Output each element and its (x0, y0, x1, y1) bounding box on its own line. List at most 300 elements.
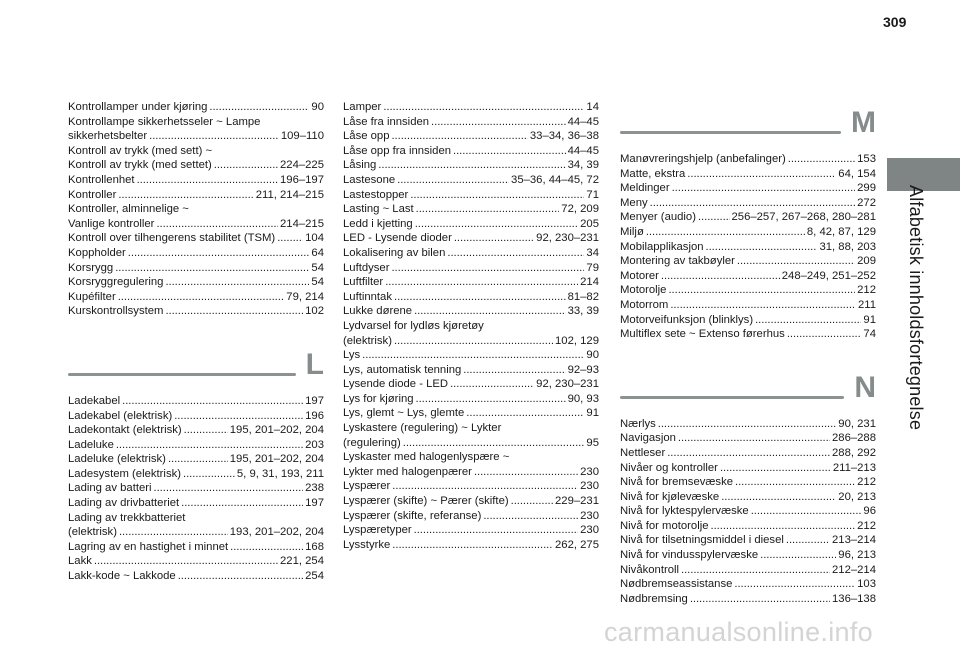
dot-leader (678, 431, 830, 446)
index-entry (620, 446, 876, 461)
dot-leader (414, 304, 566, 319)
index-entry (620, 225, 876, 240)
dot-leader (670, 298, 856, 313)
entry-term: (elektrisk) (343, 334, 392, 347)
index-entry (68, 467, 324, 482)
entry-term: Korsrygg (68, 261, 114, 274)
index-entry (620, 548, 876, 563)
dot-leader (690, 592, 830, 607)
entry-pages: 214 (580, 276, 599, 289)
index-entry-line: Kontroller, alminnelige ~ (68, 203, 189, 216)
dot-leader (721, 490, 836, 505)
index-entry (343, 275, 599, 290)
dot-leader (156, 217, 278, 232)
dot-leader (137, 173, 278, 188)
entry-term: Luftfilter (343, 276, 384, 289)
index-entry-line: Kontroll av trykk (med sett) ~ (68, 144, 213, 157)
entry-pages: 197 (305, 394, 324, 407)
dot-leader (165, 275, 309, 290)
index-entry (620, 240, 876, 255)
index-entry (620, 269, 876, 284)
entry-term: Nivåer og kontroller (620, 461, 718, 474)
dot-leader (118, 188, 253, 203)
entry-pages: 90, 93 (567, 392, 599, 405)
entry-term: Kontroll over tilhengerens stabilitet (TSM) (68, 232, 276, 245)
entry-term: Navigasjon (620, 432, 676, 445)
dot-leader (760, 548, 836, 563)
index-entry (343, 202, 599, 217)
index-column-1 (68, 100, 324, 584)
entry-term: Nivå for tilsetningsmiddel i diesel (620, 534, 784, 547)
entry-pages: 211, 214–215 (255, 188, 324, 201)
entry-term: Lagring av en hastighet i minnet (68, 540, 229, 553)
entry-pages: 254 (305, 570, 324, 583)
index-entry (68, 304, 324, 319)
entry-term: Låse opp (343, 130, 390, 143)
dot-leader (392, 479, 578, 494)
section-rule (68, 373, 296, 376)
dot-leader (394, 334, 553, 349)
dot-leader (154, 481, 304, 496)
index-entry (343, 334, 599, 349)
index-entry (68, 290, 324, 305)
dot-leader (415, 217, 578, 232)
index-entry (343, 304, 599, 319)
dot-leader (735, 475, 855, 490)
entry-term: Nettleser (620, 446, 666, 459)
entry-pages: 81–82 (567, 290, 599, 303)
entry-term: Montering av takbøyler (620, 255, 735, 268)
entry-term: Lysende diode - LED (343, 378, 449, 391)
dot-leader (94, 554, 278, 569)
dot-leader (391, 129, 527, 144)
dot-leader (737, 254, 855, 269)
entry-pages: 224–225 (280, 159, 324, 172)
dot-leader (755, 313, 861, 328)
dot-leader (119, 525, 228, 540)
entry-pages: 211–213 (832, 461, 876, 474)
entry-pages: 248–249, 251–252 (781, 269, 876, 282)
entry-pages: 212 (857, 476, 876, 489)
index-entry (620, 283, 876, 298)
entry-pages: 33–34, 36–38 (529, 130, 599, 143)
entry-term: Ladesystem (elektrisk) (68, 467, 182, 480)
dot-leader (174, 409, 303, 424)
entry-term: Nivå for bremsevæske (620, 476, 734, 489)
index-entry (68, 540, 324, 555)
dot-leader (209, 100, 309, 115)
entry-pages: 92–93 (567, 363, 599, 376)
entry-term: Lyspæretyper (343, 524, 412, 537)
index-entry (620, 475, 876, 490)
index-entry-line: Lading av trekkbatteriet (68, 511, 186, 524)
dot-leader (463, 363, 565, 378)
entry-term: Nivå for motorolje (620, 519, 709, 532)
index-entry (620, 504, 876, 519)
entry-pages: 136–138 (832, 592, 876, 605)
entry-term: Ladekontakt (elektrisk) (68, 424, 182, 437)
index-entry (343, 144, 599, 159)
dot-leader (658, 417, 837, 432)
entry-term: Lykter med halogenpærer (343, 465, 472, 478)
dot-leader (116, 438, 303, 453)
index-entry (68, 275, 324, 290)
section-rule (620, 131, 841, 134)
entry-term: Ladeluke (elektrisk) (68, 453, 166, 466)
index-entry-line: Lyskaster med halogenlyspære ~ (343, 451, 510, 464)
dot-leader (149, 129, 279, 144)
entry-term: Lakk (68, 555, 92, 568)
entry-term: Lys (343, 349, 361, 362)
dot-leader (681, 563, 830, 578)
entry-pages: 212 (857, 284, 876, 297)
index-entry (343, 129, 599, 144)
index-entry (68, 158, 324, 173)
index-entry (620, 417, 876, 432)
entry-term: Meldinger (620, 182, 670, 195)
entry-pages: 64 (311, 246, 324, 259)
index-entry (343, 100, 599, 115)
entry-term: (elektrisk) (68, 526, 117, 539)
entry-term: Meny (620, 196, 648, 209)
index-entry (620, 298, 876, 313)
page-number: 309 (883, 14, 907, 30)
section-letter: L (305, 347, 324, 381)
index-entry (620, 592, 876, 607)
entry-term: Kontroller (68, 188, 117, 201)
index-entry (68, 261, 324, 276)
entry-term: Motorveifunksjon (blinklys) (620, 313, 754, 326)
dot-leader (466, 406, 584, 421)
index-entry (343, 538, 599, 553)
entry-pages: 33, 39 (567, 305, 599, 318)
entry-term: Vanlige kontroller (68, 217, 155, 230)
index-entry (620, 533, 876, 548)
dot-leader (450, 377, 534, 392)
dot-leader (403, 436, 585, 451)
entry-pages: 96, 213 (838, 549, 876, 562)
entry-pages: 34 (586, 246, 599, 259)
entry-pages: 31, 88, 203 (819, 240, 876, 253)
entry-term: Lading av batteri (68, 482, 152, 495)
entry-term: Mobilapplikasjon (620, 240, 704, 253)
dot-leader (483, 509, 578, 524)
entry-pages: 193, 201–202, 204 (229, 526, 324, 539)
section-letter: N (854, 370, 876, 404)
section-header (620, 100, 876, 138)
index-entry-line: Kontrollampe sikkerhetsseler ~ Lampe (68, 115, 261, 128)
entry-pages: 272 (857, 196, 876, 209)
dot-leader (698, 210, 730, 225)
entry-pages: 79, 214 (286, 290, 324, 303)
section-rule (620, 396, 844, 399)
entry-term: Lastesone (343, 173, 396, 186)
dot-leader (165, 304, 303, 319)
entry-term: Motorolje (620, 284, 667, 297)
dot-leader (391, 261, 584, 276)
entry-term: Koppholder (68, 246, 126, 259)
entry-pages: 90 (586, 349, 599, 362)
entry-pages: 79 (586, 261, 599, 274)
entry-pages: 96 (863, 505, 876, 518)
index-entry (68, 452, 324, 467)
entry-term: Kontrollamper under kjøring (68, 101, 208, 113)
index-entry (620, 254, 876, 269)
entry-pages: 209 (857, 255, 876, 268)
entry-pages: 14 (586, 101, 599, 113)
entry-term: (regulering) (343, 436, 401, 449)
dot-leader (122, 394, 303, 409)
entry-pages: 103 (857, 578, 876, 591)
entry-pages: 213–214 (832, 534, 876, 547)
entry-pages: 102 (305, 305, 324, 318)
dot-leader (474, 465, 578, 480)
dot-leader (661, 269, 780, 284)
dot-leader (118, 290, 285, 305)
entry-term: Luftinntak (343, 290, 392, 303)
entry-pages: 230 (580, 509, 599, 522)
entry-pages: 44–45 (567, 115, 599, 128)
index-entry (343, 406, 599, 421)
dot-leader (787, 327, 862, 342)
side-label: Alfabetisk innholdsfortegnelse (906, 185, 926, 431)
entry-term: Lasting ~ Last (343, 203, 414, 216)
entry-pages: 92, 230–231 (536, 378, 599, 391)
dot-leader (711, 519, 856, 534)
entry-term: Kontrollenhet (68, 173, 135, 186)
dot-leader (751, 504, 862, 519)
entry-term: Ladekabel (elektrisk) (68, 409, 173, 422)
dot-leader (230, 540, 303, 555)
entry-pages: 104 (305, 232, 324, 245)
index-entry (343, 290, 599, 305)
entry-term: Luftdyser (343, 261, 390, 274)
entry-pages: 221, 254 (280, 555, 324, 568)
entry-term: Menyer (audio) (620, 211, 696, 224)
dot-leader (646, 225, 805, 240)
entry-pages: 211 (857, 298, 876, 311)
entry-pages: 44–45 (567, 144, 599, 157)
dot-leader (447, 246, 584, 261)
entry-term: Kupéfilter (68, 290, 116, 303)
entry-term: Matte, ekstra (620, 167, 686, 180)
section-header (620, 365, 876, 403)
section-header (68, 342, 324, 380)
entry-pages: 5, 9, 31, 193, 211 (236, 467, 324, 480)
entry-term: Lys, glemt ~ Lys, glemte (343, 407, 465, 420)
entry-term: Kurskontrollsystem (68, 305, 164, 318)
entry-pages: 90, 231 (838, 417, 876, 430)
entry-term: Lakk-kode ~ Lakkode (68, 570, 176, 583)
index-entry (343, 465, 599, 480)
index-entry (343, 377, 599, 392)
index-entry (620, 563, 876, 578)
dot-leader (128, 246, 310, 261)
dot-leader (416, 202, 560, 217)
entry-pages: 214–215 (280, 217, 324, 230)
entry-pages: 238 (305, 482, 324, 495)
dot-leader (788, 152, 855, 167)
index-entry (68, 423, 324, 438)
entry-pages: 71 (586, 188, 599, 201)
index-entry (343, 246, 599, 261)
dot-leader (431, 115, 566, 130)
entry-pages: 91 (586, 407, 599, 420)
dot-leader (214, 158, 278, 173)
entry-term: Motorer (620, 269, 659, 282)
entry-term: Lysstyrke (343, 538, 391, 551)
index-entry-line: Lydvarsel for lydløs kjøretøy (343, 319, 484, 332)
entry-pages: 8, 42, 87, 129 (806, 225, 876, 238)
dot-leader (115, 261, 309, 276)
dot-leader (511, 494, 553, 509)
index-entry (343, 188, 599, 203)
entry-term: Lyspærer (skifte, referanse) (343, 509, 482, 522)
dot-leader (687, 167, 836, 182)
index-entry (68, 173, 324, 188)
index-entry (343, 479, 599, 494)
entry-term: Lyspærer (skifte) ~ Pærer (skifte) (343, 495, 509, 508)
entry-pages: 286–288 (832, 432, 876, 445)
index-entry (68, 231, 324, 246)
dot-leader (672, 181, 856, 196)
entry-pages: 229–231 (555, 495, 599, 508)
dot-leader (184, 423, 228, 438)
dot-leader (383, 100, 584, 115)
entry-term: Nivå for lyktespylervæske (620, 505, 749, 518)
index-entry (343, 173, 599, 188)
entry-pages: 256–257, 267–268, 280–281 (731, 211, 876, 224)
entry-pages: 54 (311, 261, 324, 274)
entry-pages: 54 (311, 276, 324, 289)
entry-pages: 230 (580, 465, 599, 478)
dot-leader (414, 523, 578, 538)
index-entry (68, 409, 324, 424)
entry-pages: 230 (580, 524, 599, 537)
index-entry (620, 167, 876, 182)
dot-leader (181, 496, 303, 511)
entry-term: Manøvreringshjelp (anbefalinger) (620, 153, 786, 165)
index-entry (68, 100, 324, 115)
dot-leader (277, 231, 303, 246)
entry-term: Lyspærer (343, 480, 391, 493)
index-entry (620, 461, 876, 476)
index-entry (68, 188, 324, 203)
index-entry (620, 313, 876, 328)
entry-pages: 72, 209 (561, 203, 599, 216)
dot-leader (178, 569, 303, 584)
entry-pages: 205 (580, 217, 599, 230)
entry-pages: 168 (305, 540, 324, 553)
entry-term: Ladeluke (68, 438, 114, 451)
index-entry (620, 181, 876, 196)
entry-term: Lys for kjøring (343, 392, 414, 405)
index-entry (68, 246, 324, 261)
index-entry (343, 494, 599, 509)
index-entry (343, 392, 599, 407)
entry-term: Korsryggregulering (68, 276, 164, 289)
entry-pages: 35–36, 44–45, 72 (511, 173, 599, 186)
entry-pages: 91 (863, 313, 876, 326)
dot-leader (720, 461, 831, 476)
entry-pages: 20, 213 (838, 490, 876, 503)
index-entry (620, 210, 876, 225)
dot-leader (385, 275, 578, 290)
dot-leader (706, 240, 818, 255)
entry-pages: 153 (857, 153, 876, 165)
entry-term: Lokalisering av bilen (343, 246, 446, 259)
entry-pages: 212–214 (832, 563, 876, 576)
entry-term: Lamper (343, 101, 382, 113)
dot-leader (183, 467, 235, 482)
entry-term: Låse opp fra innsiden (343, 144, 452, 157)
index-entry (343, 348, 599, 363)
entry-term: Nærlys (620, 417, 656, 430)
entry-pages: 74 (863, 328, 876, 341)
index-entry (68, 496, 324, 511)
entry-term: Lys, automatisk tenning (343, 363, 462, 376)
index-entry (343, 231, 599, 246)
entry-pages: 109–110 (280, 130, 324, 143)
index-entry (68, 394, 324, 409)
dot-leader (392, 538, 553, 553)
dot-leader (668, 283, 855, 298)
entry-term: Låsing (343, 159, 377, 172)
index-entry (343, 523, 599, 538)
index-entry (620, 519, 876, 534)
dot-leader (394, 290, 566, 305)
entry-pages: 92, 230–231 (536, 232, 599, 245)
entry-pages: 203 (305, 438, 324, 451)
entry-term: Nødbremsing (620, 592, 688, 605)
entry-pages: 197 (305, 497, 324, 510)
index-column-2 (343, 100, 599, 552)
entry-term: Låse fra innsiden (343, 115, 430, 128)
index-entry (68, 438, 324, 453)
dot-leader (410, 188, 584, 203)
entry-term: Ladekabel (68, 394, 121, 407)
index-entry (343, 436, 599, 451)
entry-pages: 299 (857, 182, 876, 195)
entry-term: Lastestopper (343, 188, 409, 201)
index-entry (343, 363, 599, 378)
index-entry (68, 554, 324, 569)
index-entry (343, 158, 599, 173)
index-entry (68, 481, 324, 496)
index-entry (343, 261, 599, 276)
index-entry (68, 525, 324, 540)
dot-leader (168, 452, 228, 467)
entry-term: Ledd i kjetting (343, 217, 413, 230)
dot-leader (453, 144, 566, 159)
entry-term: Multiflex sete ~ Extenso førerhus (620, 328, 785, 341)
watermark: carmanualsonline.info (604, 617, 873, 647)
dot-leader (397, 173, 509, 188)
index-entry (68, 129, 324, 144)
entry-pages: 195, 201–202, 204 (229, 453, 324, 466)
index-entry (620, 490, 876, 505)
index-entry (343, 217, 599, 232)
entry-term: LED - Lysende dioder (343, 232, 452, 245)
entry-term: Nivåkontroll (620, 563, 680, 576)
entry-pages: 230 (580, 480, 599, 493)
entry-term: Motorrom (620, 298, 669, 311)
index-entry (620, 431, 876, 446)
entry-term: Lading av drivbatteriet (68, 497, 180, 510)
entry-pages: 212 (857, 519, 876, 532)
index-entry-line: Lyskastere (regulering) ~ Lykter (343, 422, 502, 435)
entry-pages: 196 (305, 409, 324, 422)
